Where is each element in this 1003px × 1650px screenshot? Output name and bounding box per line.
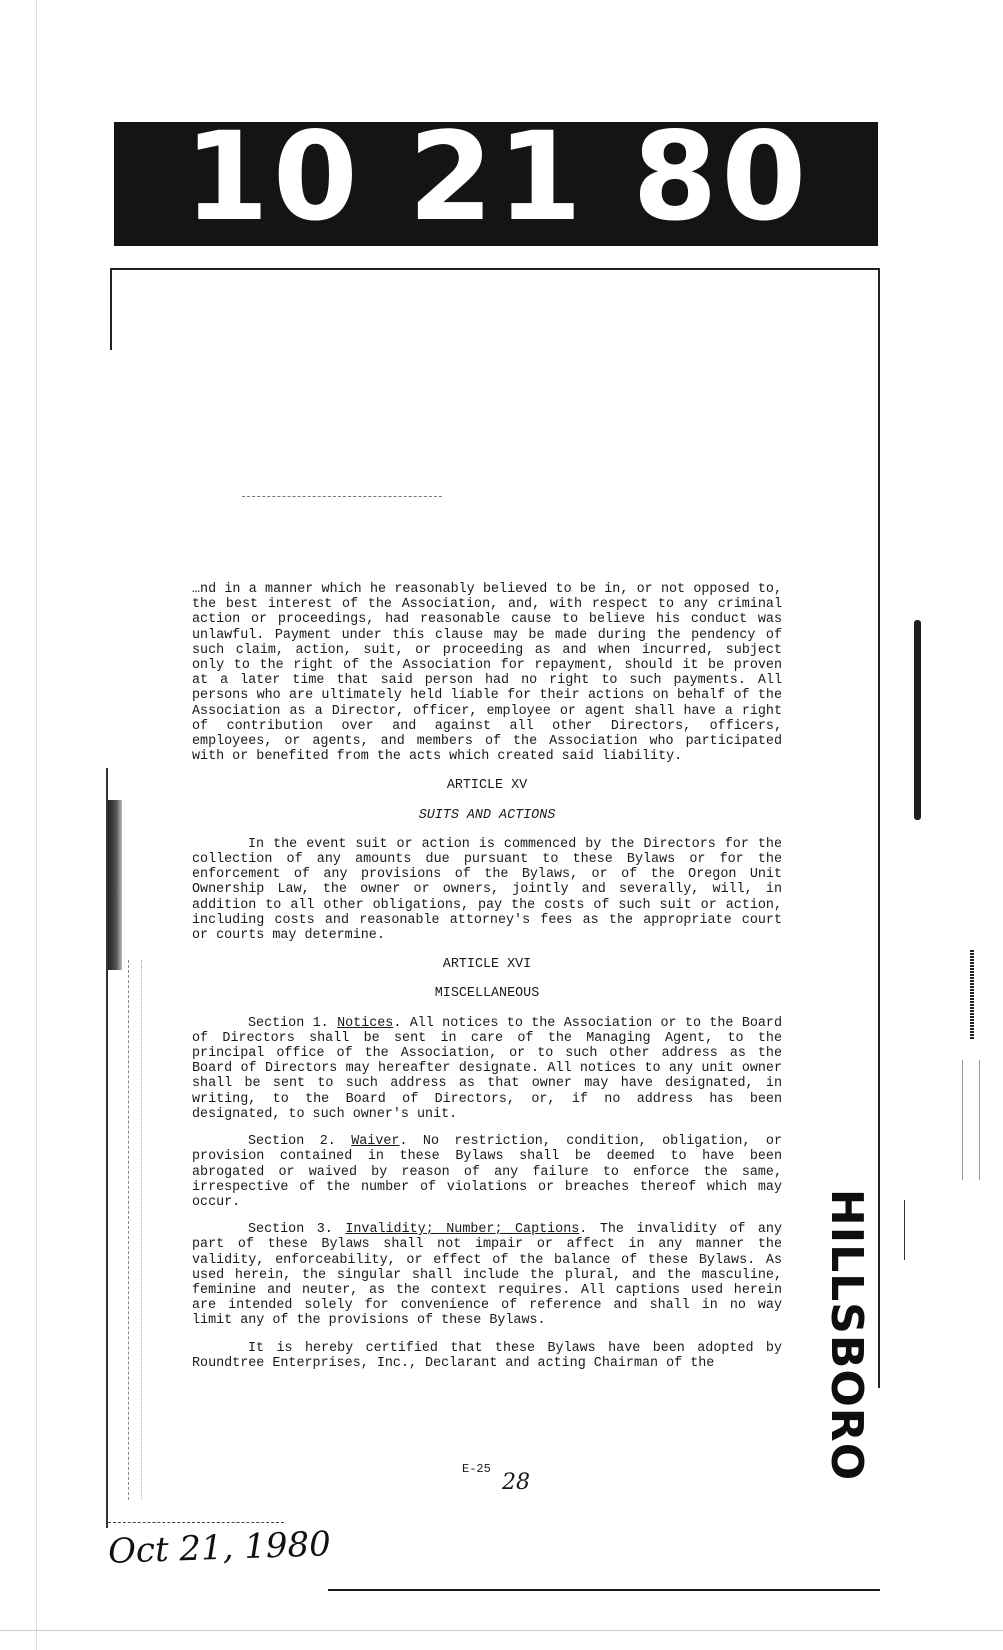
section-3-invalidity bbox=[192, 1222, 782, 1328]
article-15-text: In the event suit or action is commenced by the Directors for the collection of any amounts due pursuant to these Bylaws or for the enforcement of any provisions of the Bylaws, or of the Oregon Unit Ownership Law, the owner or owners, jointly and severally, will, in addition to all other obligations, pay the costs of such suit or action, including costs and reasonable attorney's fees as the appropriate court or courts may determine. bbox=[192, 836, 782, 944]
article-16-title: MISCELLANEOUS bbox=[434, 986, 540, 1002]
date-banner bbox=[114, 106, 878, 248]
binding-shadow bbox=[108, 800, 122, 970]
article-15-title: SUITS AND ACTIONS bbox=[418, 807, 556, 823]
footer-line bbox=[0, 1630, 1003, 1631]
section-3-caption: Invalidity; Number; Captions bbox=[345, 1222, 580, 1238]
section-1-caption: Notices bbox=[337, 1015, 394, 1031]
section-2-text: . No restriction, condition, obligation, or provision contained in these Bylaws shall be deemed to have been abrogated or waived by reason of any failure to enforce the same, irrespective of the number of violations or breaches thereof which may occur. bbox=[192, 1134, 782, 1210]
right-margin-ticks bbox=[970, 950, 974, 1040]
certification-text: It is hereby certified that these Bylaws have been adopted by Roundtree Enterprises, Inc., Declarant and acting Chairman of the bbox=[192, 1340, 782, 1371]
frame-left-border bbox=[110, 268, 112, 350]
banner-date-digits: 10 21 80 bbox=[184, 106, 811, 248]
section-3-text: . The invalidity of any part of these Bylaws shall not impair or affect in any manner the validity, enforceability, or effect of the balance of these Bylaws. As used herein, the singular shall include the plural, and the masculine, feminine and neuter, as the context requires. All captions used herein are intended solely for convenience of reference and shall in no way limit any of the provisions of these Bylaws. bbox=[192, 1222, 783, 1329]
paragraph-continuation: …nd in a manner which he reasonably believed to be in, or not opposed to, the best interest of the Association, and, with respect to any criminal action or proceedings, had reasonable cause to believe his conduct was unlawful. Payment under this clause may be made during the pendency of such claim, action, suit, or proceeding as and when incurred, subject only to the right of the Association for repayment, should it be proven at a later time that said person had no right to such payments. All persons who are ultimately held liable for their actions on behalf of the Association as a Director, officer, employee or agent shall have a right of contribution over and against all other Directors, officers, employees, or agents, and members of the Association who participated with or benefited from the acts which created said liability. bbox=[192, 582, 782, 765]
section-2-label: Section 2. bbox=[248, 1134, 336, 1150]
section-2-caption: Waiver bbox=[351, 1134, 400, 1150]
binding-marks bbox=[128, 960, 142, 1500]
frame-top-border bbox=[110, 268, 880, 270]
page-number-handwritten: 28 bbox=[502, 1470, 530, 1495]
right-margin-bar bbox=[914, 620, 921, 820]
section-1-text: . All notices to the Association or to the Board of Directors shall be sent in care of the Managing Agent, to the principal office of the Association, or to such other address as the Board of Directors may hereafter designate. All notices to any unit owner shall be sent to such address as that owner may have designated, in writing, to the Board of Directors, or, if no address has been designated, to such owner's unit. bbox=[192, 1015, 782, 1122]
page-number: E-25 bbox=[462, 1462, 491, 1476]
right-margin-marks bbox=[962, 1060, 980, 1180]
scan-smudge bbox=[242, 488, 442, 497]
section-3-label: Section 3. bbox=[248, 1222, 333, 1238]
handwritten-date: Oct 21, 1980 bbox=[107, 1524, 332, 1572]
section-2-waiver bbox=[192, 1134, 782, 1210]
stamp-rule bbox=[904, 1200, 905, 1260]
section-1-label: Section 1. bbox=[248, 1015, 329, 1031]
document-body bbox=[192, 582, 782, 1371]
bottom-rule bbox=[328, 1589, 880, 1591]
article-15-heading: ARTICLE XV bbox=[446, 778, 528, 794]
left-margin-line bbox=[36, 0, 37, 1650]
side-stamp-hillsboro: HILLSBORO bbox=[821, 1188, 872, 1482]
signature-rule bbox=[108, 1522, 284, 1523]
frame-right-border bbox=[878, 268, 880, 1388]
article-16-heading: ARTICLE XVI bbox=[442, 957, 532, 973]
section-1-notices bbox=[192, 1016, 782, 1122]
